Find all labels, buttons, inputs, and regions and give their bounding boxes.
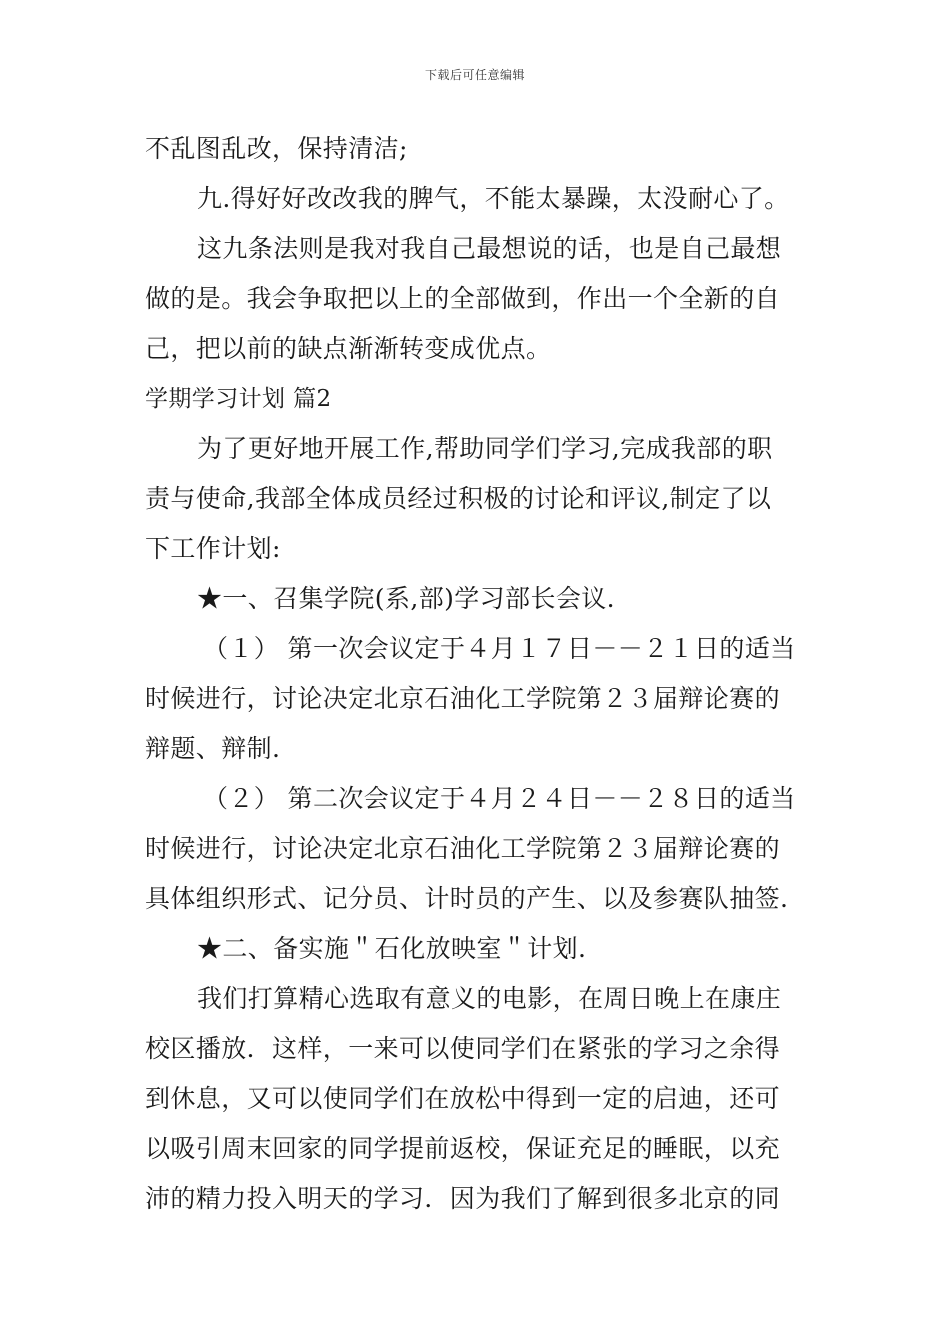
text-line: 校区播放．这样，一来可以使同学们在紧张的学习之余得 bbox=[145, 1034, 781, 1063]
text-line: （１） 第一次会议定于４月１７日－－２１日的适当 bbox=[203, 634, 796, 663]
text-line: 下工作计划: bbox=[145, 534, 281, 563]
page-header: 下载后可任意编辑 bbox=[424, 68, 525, 82]
text-line: 为了更好地开展工作,帮助同学们学习,完成我部的职 bbox=[197, 434, 773, 463]
text-line: 时候进行，讨论决定北京石油化工学院第２３届辩论赛的 bbox=[145, 834, 781, 863]
text-line: 做的是。我会争取把以上的全部做到，作出一个全新的自 bbox=[145, 284, 781, 313]
text-line: 以吸引周末回家的同学提前返校，保证充足的睡眠，以充 bbox=[145, 1134, 781, 1163]
text-line: 具体组织形式、记分员、计时员的产生、以及参赛队抽签. bbox=[145, 884, 789, 913]
text-line: 九.得好好改改我的脾气，不能太暴躁，太没耐心了。 bbox=[197, 184, 790, 213]
section-title: 学期学习计划 篇2 bbox=[145, 386, 332, 412]
text-line: ★一、召集学院(系,部)学习部长会议. bbox=[197, 584, 616, 613]
text-line: 时候进行，讨论决定北京石油化工学院第２３届辩论赛的 bbox=[145, 684, 781, 713]
text-line: 这九条法则是我对我自己最想说的话，也是自己最想 bbox=[197, 234, 782, 263]
text-line: 到休息，又可以使同学们在放松中得到一定的启迪，还可 bbox=[145, 1084, 781, 1113]
text-line: 责与使命,我部全体成员经过积极的讨论和评议,制定了以 bbox=[145, 484, 772, 513]
text-line: 辩题、辩制. bbox=[145, 734, 281, 763]
text-line: （２） 第二次会议定于４月２４日－－２８日的适当 bbox=[203, 784, 796, 813]
text-line: 沛的精力投入明天的学习．因为我们了解到很多北京的同 bbox=[145, 1184, 781, 1213]
document-body bbox=[145, 124, 807, 1224]
text-line: 己，把以前的缺点渐渐转变成优点。 bbox=[145, 334, 552, 363]
text-line: ★二、备实施＂石化放映室＂计划. bbox=[197, 934, 587, 963]
text-line: 不乱图乱改，保持清洁; bbox=[145, 134, 408, 163]
text-line: 我们打算精心选取有意义的电影，在周日晚上在康庄 bbox=[197, 984, 782, 1013]
